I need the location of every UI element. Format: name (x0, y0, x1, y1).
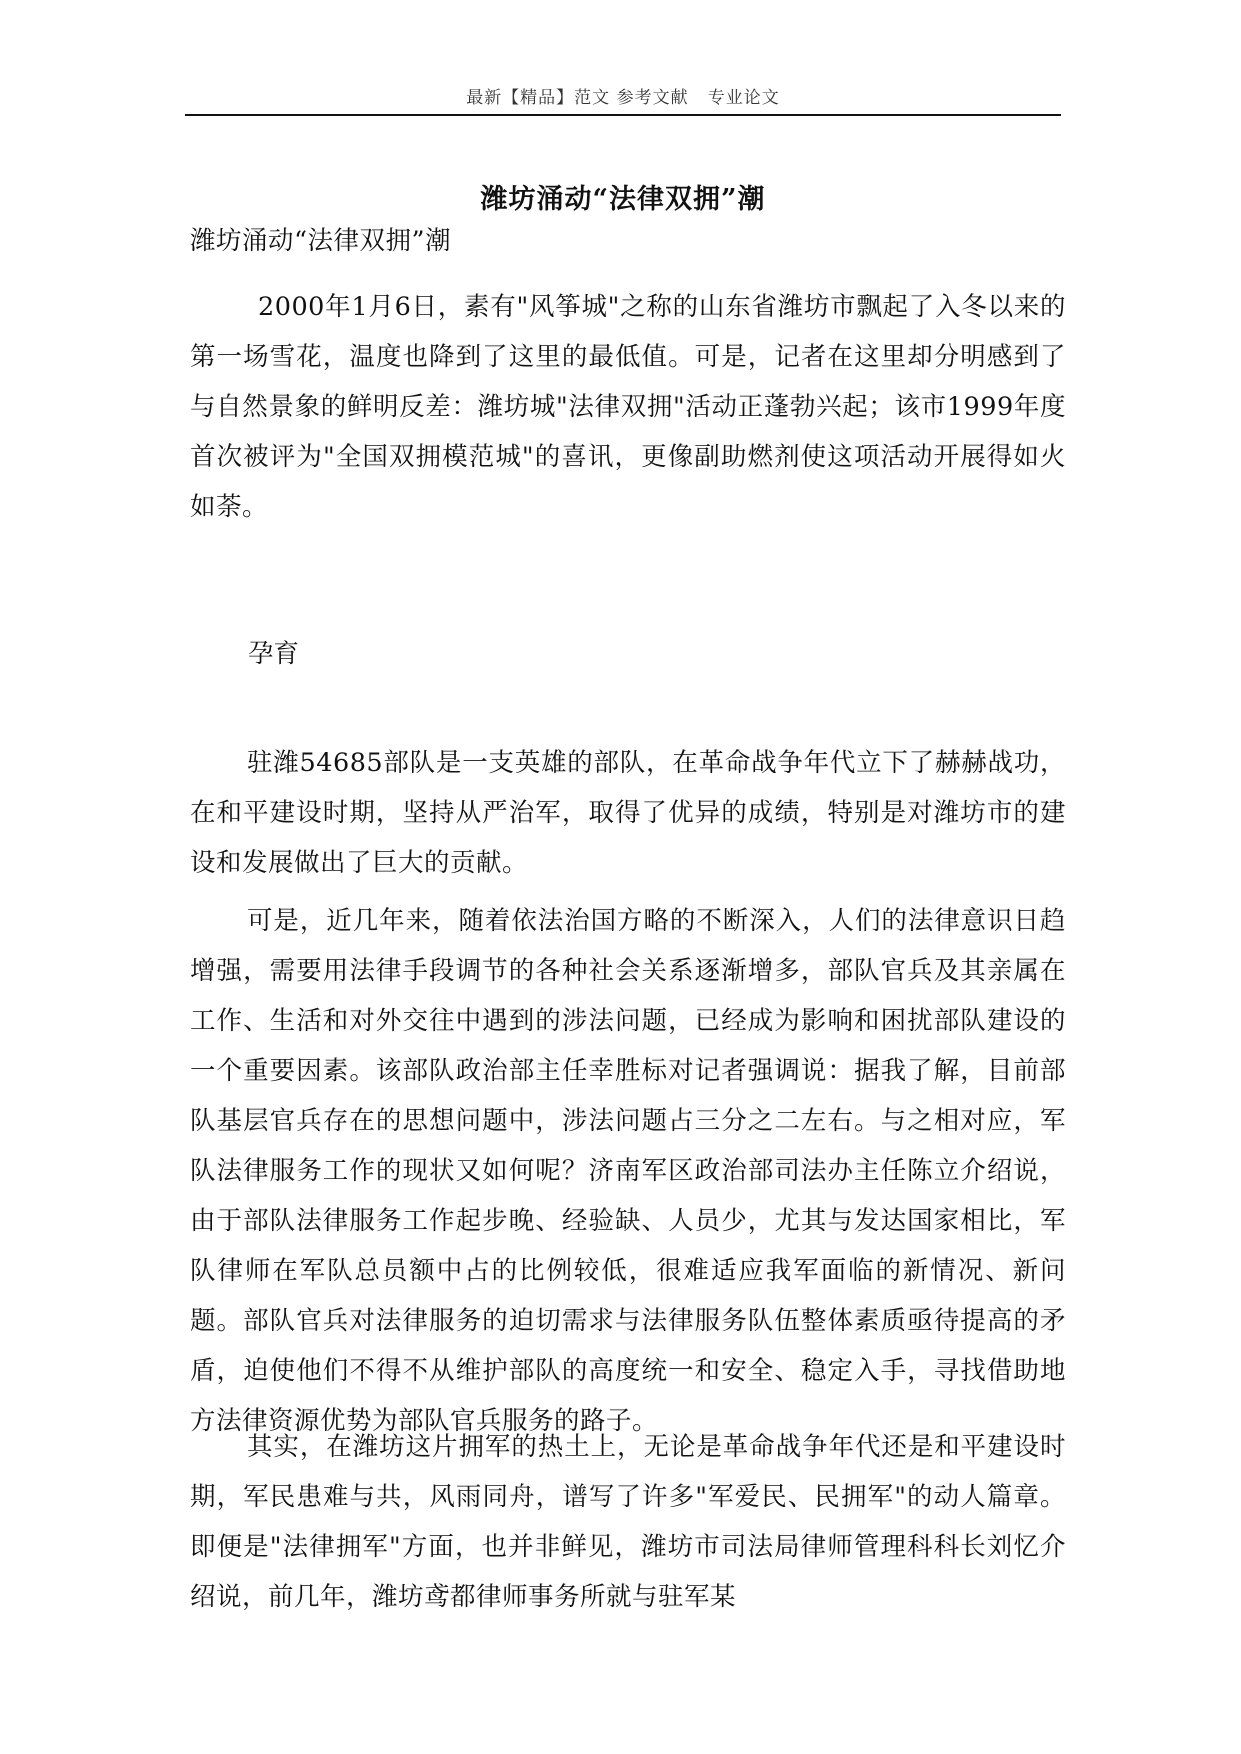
intro-paragraph: 2000年1月6日，素有"风筝城"之称的山东省潍坊市飘起了入冬以来的第一场雪花，温度也降到了这里的最低值。可是，记者在这里却分明感到了与自然景象的鲜明反差：潍坊城"法律双拥"活动正蓬勃兴起；该市1999年度首次被评为"全国双拥模范城"的喜讯，更像副助燃剂使这项活动开展得如火如荼。 (190, 292, 1066, 522)
body-paragraph-3: 其实，在潍坊这片拥军的热土上，无论是革命战争年代还是和平建设时期，军民患难与共，风雨同舟，谱写了许多"军爱民、民拥军"的动人篇章。即便是"法律拥军"方面，也并非鲜见，潍坊市司法局律师管理科科长刘忆介绍说，前几年，潍坊鸢都律师事务所就与驻军某 (190, 1432, 1066, 1612)
header-divider (185, 114, 1061, 116)
running-header: 最新【精品】范文 参考文献 专业论文 (466, 88, 780, 108)
document-subtitle: 潍坊涌动“法律双拥”潮 (190, 226, 452, 256)
section-heading: 孕育 (248, 639, 300, 669)
document-title: 潍坊涌动“法律双拥”潮 (480, 184, 766, 216)
body-paragraph-1: 驻潍54685部队是一支英雄的部队，在革命战争年代立下了赫赫战功，在和平建设时期，坚持从严治军，取得了优异的成绩，特别是对潍坊市的建设和发展做出了巨大的贡献。 (190, 748, 1066, 878)
body-paragraph-2: 可是，近几年来，随着依法治国方略的不断深入，人们的法律意识日趋增强，需要用法律手段调节的各种社会关系逐渐增多，部队官兵及其亲属在工作、生活和对外交往中遇到的涉法问题，已经成为影响和困扰部队建设的一个重要因素。该部队政治部主任幸胜标对记者强调说：据我了解，目前部队基层官兵存在的思想问题中，涉法问题占三分之二左右。与之相对应，军队法律服务工作的现状又如何呢？济南军区政治部司法办主任陈立介绍说，由于部队法律服务工作起步晚、经验缺、人员少，尤其与发达国家相比，军队律师在军队总员额中占的比例较低，很难适应我军面临的新情况、新问题。部队官兵对法律服务的迫切需求与法律服务队伍整体素质亟待提高的矛盾，迫使他们不得不从维护部队的高度统一和安全、稳定入手，寻找借助地方法律资源优势为部队官兵服务的路子。 (190, 906, 1066, 1436)
